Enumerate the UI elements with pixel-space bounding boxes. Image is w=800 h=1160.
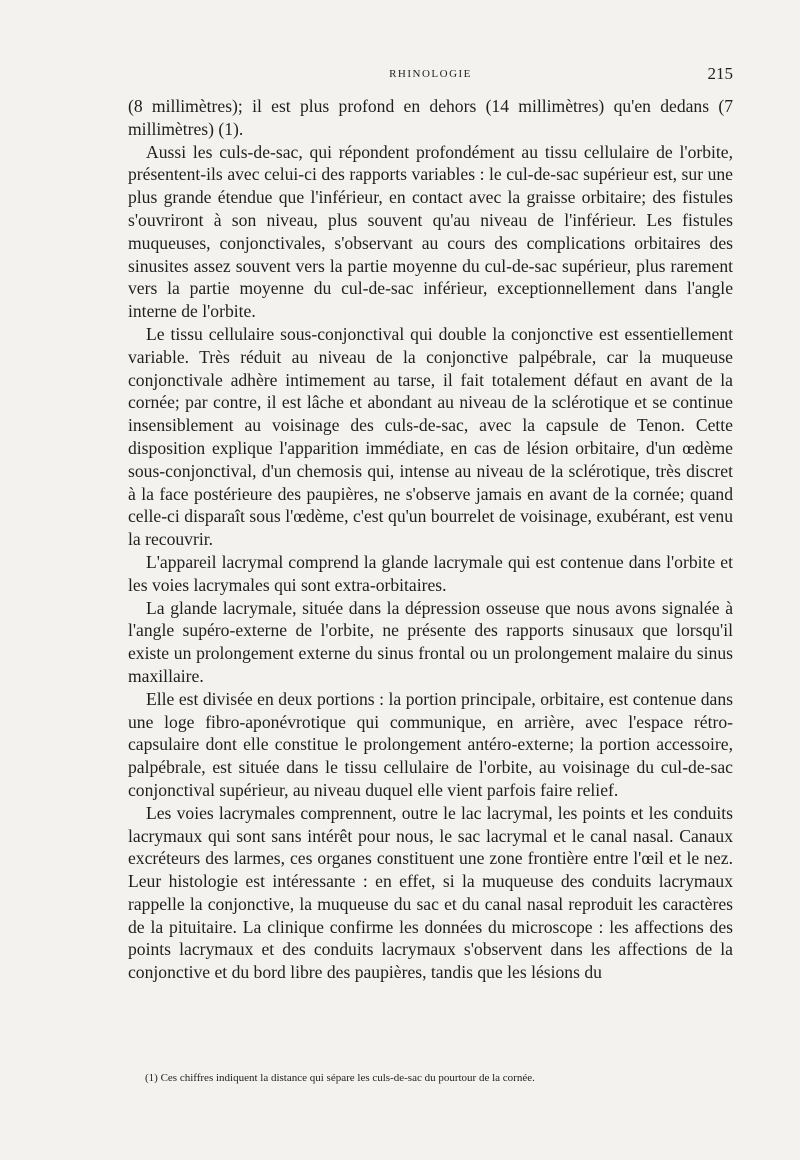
paragraph: La glande lacrymale, située dans la dépression osseuse que nous avons signalée à l'angle supéro-externe de l'orbite, ne présente des rapports sinusaux que lorsqu'il existe un prolongement externe du sinus frontal ou un prolongement malaire du sinus maxillaire.: [128, 597, 733, 686]
body-text: [128, 95, 733, 984]
page-header: [128, 64, 733, 88]
paragraph: Le tissu cellulaire sous-conjonctival qui double la conjonctive est essentiellement variable. Très réduit au niveau de la conjonctive palpébrale, car la muqueuse conjonctivale adhère intimement au tarse, il fait totalement défaut en avant de la cornée; par contre, il est lâche et abondant au niveau de la sclérotique et se continue insensiblement au voisinage des culs-de-sac, avec la capsule de Tenon. Cette disposition explique l'apparition immédiate, en cas de lésion orbitaire, d'un œdème sous-conjonctival, d'un chemosis qui, intense au niveau de la sclérotique, très discret à la face postérieure des paupières, ne s'observe jamais en avant de la cornée; quand celle-ci disparaît sous l'œdème, c'est qu'un bourrelet de voisinage, exubérant, est venu la recouvrir.: [128, 323, 733, 550]
paragraph: L'appareil lacrymal comprend la glande lacrymale qui est contenue dans l'orbite et les voies lacrymales qui sont extra-orbitaires.: [128, 551, 733, 595]
page-number: 215: [707, 64, 733, 83]
footnote: (1) Ces chiffres indiquent la distance qui sépare les culs-de-sac du pourtour de la cornée.: [145, 1072, 535, 1084]
paragraph: Aussi les culs-de-sac, qui répondent profondément au tissu cellulaire de l'orbite, présentent-ils avec celui-ci des rapports variables : le cul-de-sac supérieur est, sur une plus grande étendue que l'inférieur, en contact avec la graisse orbitaire; des fistules s'ouvriront à son niveau, plus souvent qu'au niveau de l'inférieur. Les fistules muqueuses, conjonctivales, s'observant au cours des complications orbitaires des sinusites assez souvent vers la partie moyenne du cul-de-sac supérieur, plus rarement vers la partie moyenne du cul-de-sac inférieur, exceptionnellement dans l'angle interne de l'orbite.: [128, 141, 733, 322]
paragraph: Les voies lacrymales comprennent, outre le lac lacrymal, les points et les conduits lacrymaux qui sont sans intérêt pour nous, le sac lacrymal et le canal nasal. Canaux excréteurs des larmes, ces organes constituent une zone frontière entre l'œil et le nez. Leur histologie est intéressante : en effet, si la muqueuse des conduits lacrymaux rappelle la conjonctive, la muqueuse du sac et du canal nasal reproduit les caractères de la pituitaire. La clinique confirme les données du microscope : les affections des points lacrymaux et des conduits lacrymaux s'observent dans les affections de la conjonctive et du bord libre des paupières, tandis que les lésions du: [128, 802, 733, 983]
paragraph: (8 millimètres); il est plus profond en dehors (14 millimètres) qu'en dedans (7 millimètres) (1).: [128, 96, 733, 139]
paragraph: Elle est divisée en deux portions : la portion principale, orbitaire, est contenue dans une loge fibro-aponévrotique qui communique, en arrière, avec l'espace rétro-capsulaire dont elle constitue le prolongement antéro-externe; la portion accessoire, palpébrale, est située dans le tissu cellulaire de l'orbite, au voisinage du cul-de-sac conjonctival supérieur, au niveau duquel elle vient parfois faire relief.: [128, 688, 733, 800]
running-head: RHINOLOGIE: [389, 68, 472, 80]
